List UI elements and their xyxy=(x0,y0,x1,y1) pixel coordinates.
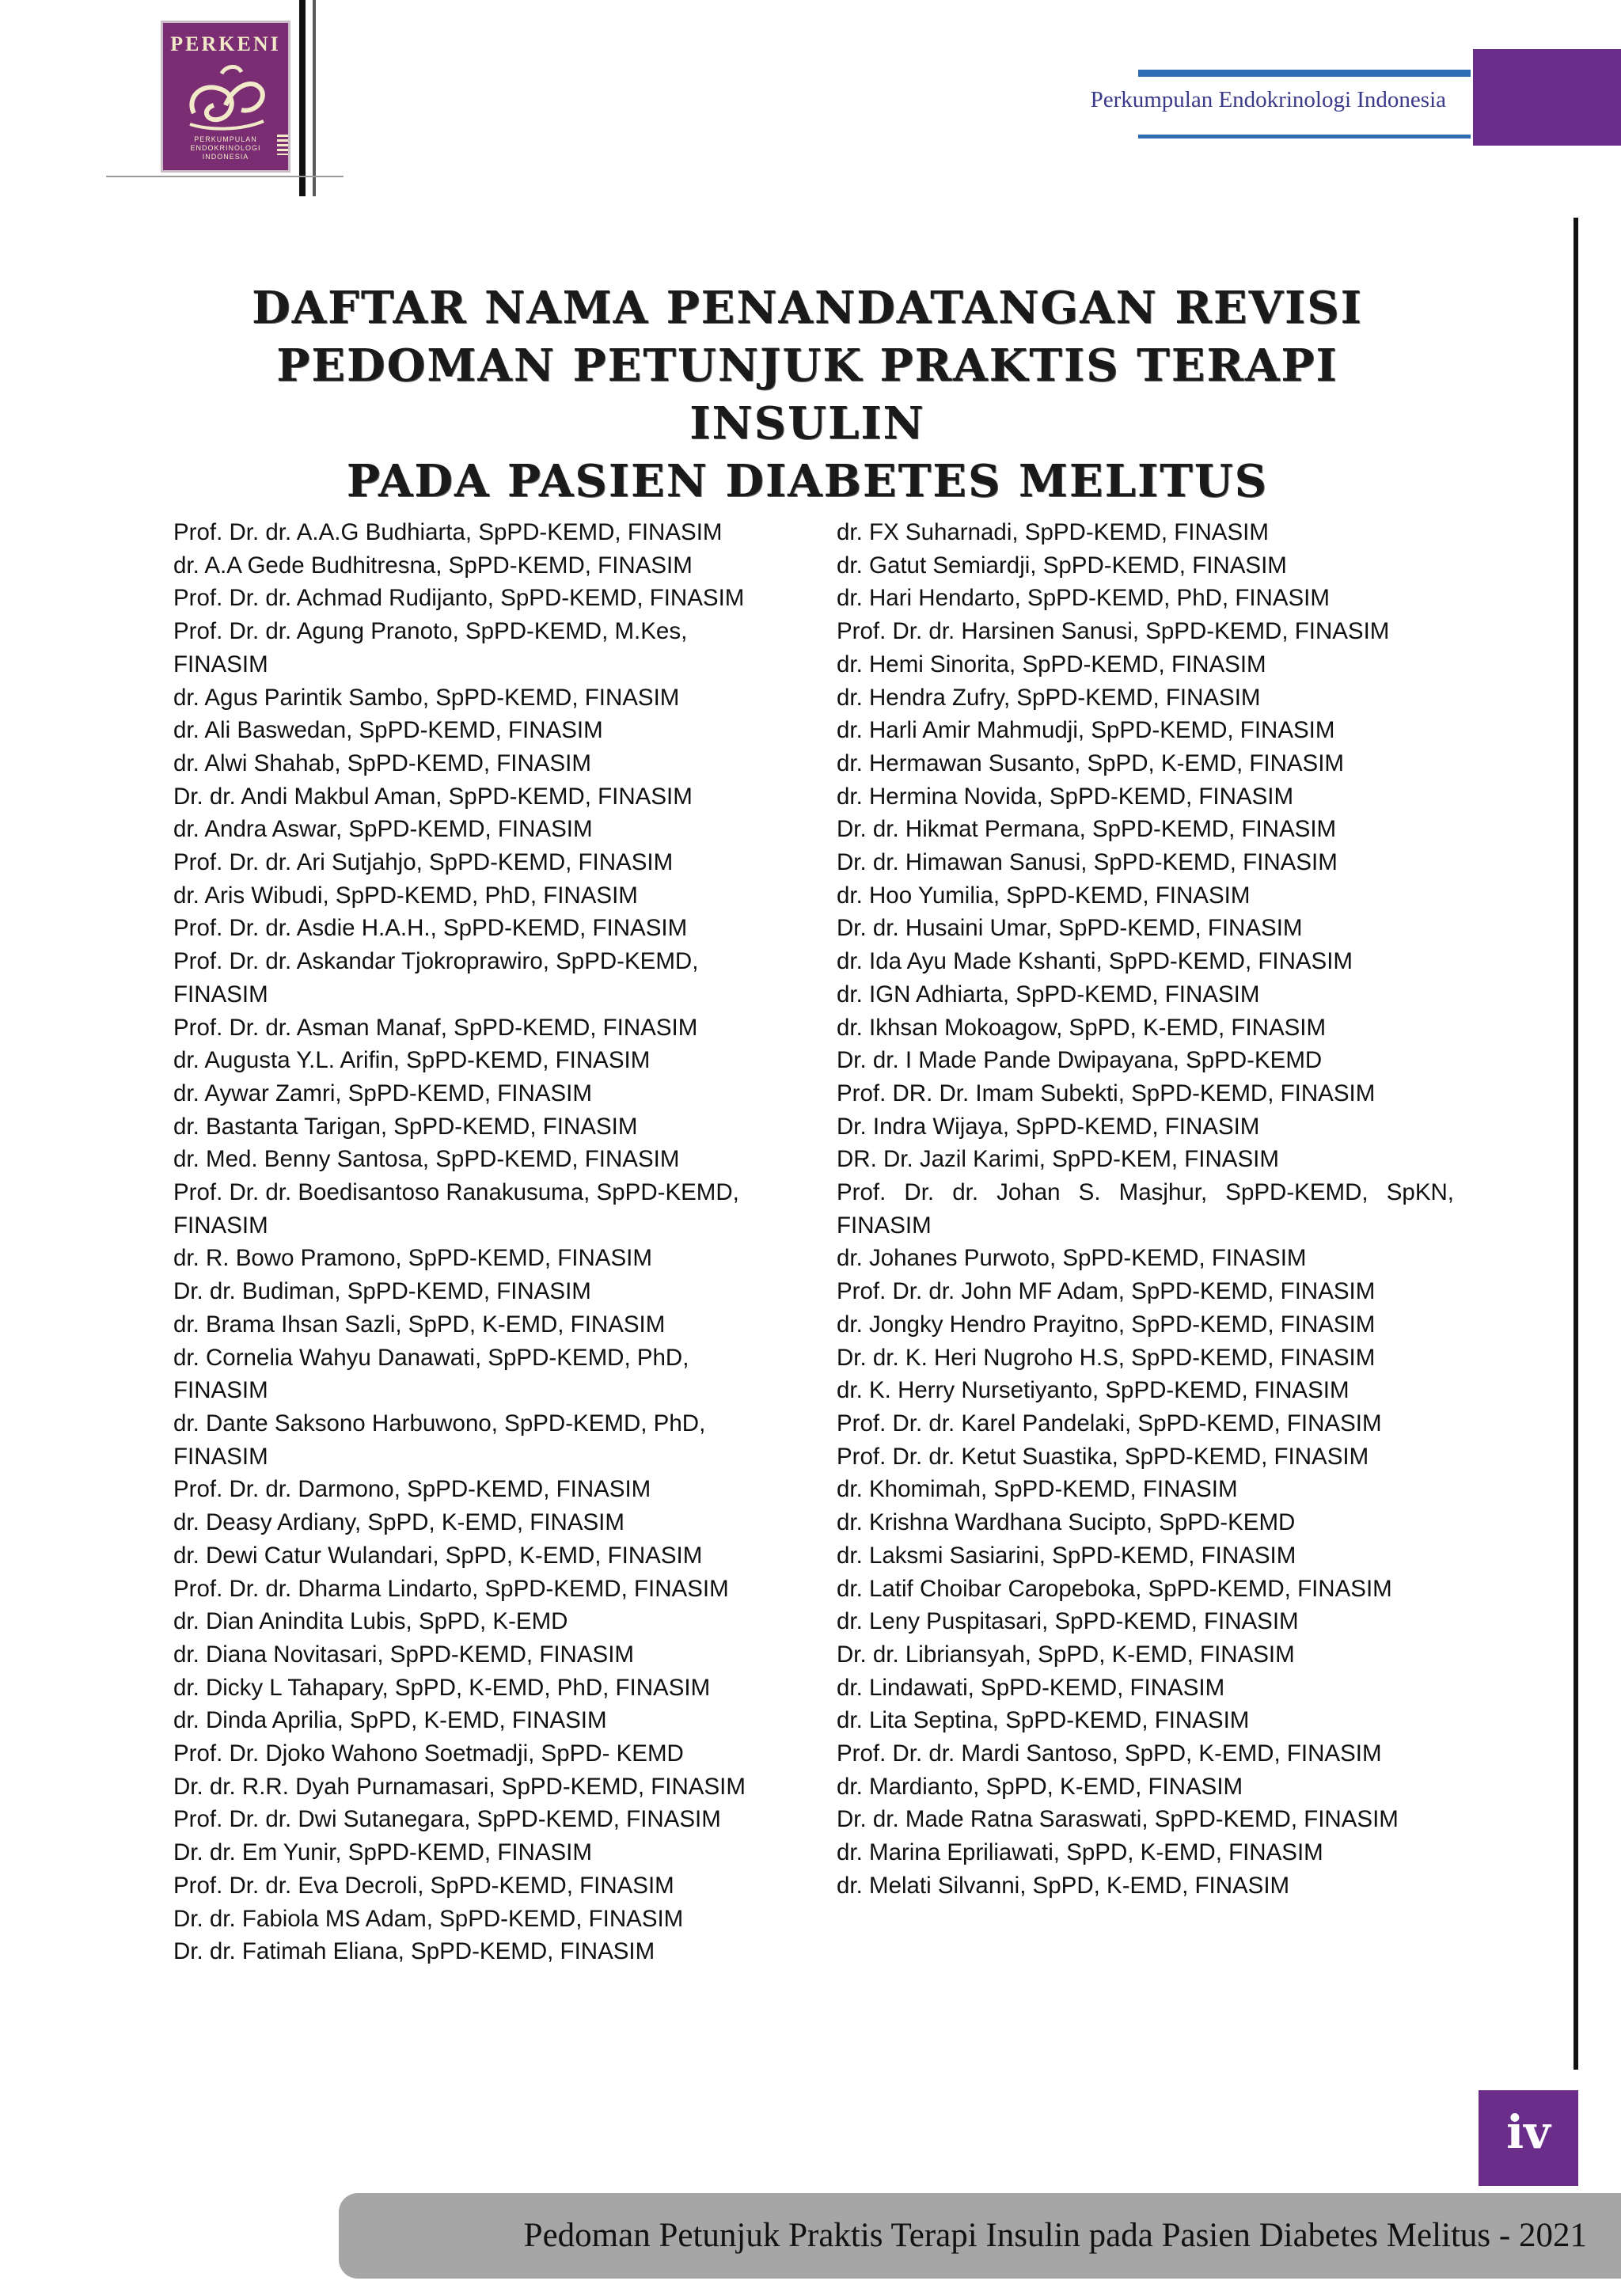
list-item: Dr. dr. R.R. Dyah Purnamasari, SpPD-KEMD, FINASIM xyxy=(173,1773,746,1800)
list-item: dr. Bastanta Tarigan, SpPD-KEMD, FINASIM xyxy=(173,1113,638,1140)
list-item: Prof. Dr. dr. A.A.G Budhiarta, SpPD-KEMD, FINASIM xyxy=(173,519,723,545)
list-item: dr. Khomimah, SpPD-KEMD, FINASIM xyxy=(837,1476,1238,1503)
page-number: iv xyxy=(1506,2105,1551,2159)
list-item: dr. Leny Puspitasari, SpPD-KEMD, FINASIM xyxy=(837,1608,1299,1635)
logo-name: PERKENI xyxy=(170,32,281,55)
logo-stripes-decoration xyxy=(277,135,288,155)
page-right-border xyxy=(1574,218,1578,2070)
title-line: PEDOMAN PETUNJUK PRAKTIS TERAPI INSULIN xyxy=(276,340,1338,450)
list-item: dr. A.A Gede Budhitresna, SpPD-KEMD, FINASIM xyxy=(173,552,693,579)
list-item: dr. Mardianto, SpPD, K-EMD, FINASIM xyxy=(837,1773,1243,1800)
list-item: dr. Hermina Novida, SpPD-KEMD, FINASIM xyxy=(837,783,1294,810)
list-item: dr. Deasy Ardiany, SpPD, K-EMD, FINASIM xyxy=(173,1509,624,1536)
list-item: dr. Melati Silvanni, SpPD, K-EMD, FINASIM xyxy=(837,1872,1290,1899)
list-item: Prof. Dr. dr. Eva Decroli, SpPD-KEMD, FINASIM xyxy=(173,1872,674,1899)
header-rule xyxy=(106,176,344,177)
list-item: dr. Ikhsan Mokoagow, SpPD, K-EMD, FINASIM xyxy=(837,1014,1327,1041)
list-item: dr. Krishna Wardhana Sucipto, SpPD-KEMD xyxy=(837,1509,1296,1536)
list-item: Prof. Dr. dr. Johan S. Masjhur, SpPD-KEMD, SpKN, FINASIM xyxy=(837,1179,1454,1239)
perkeni-logo xyxy=(161,21,290,173)
list-item: dr. Lita Septina, SpPD-KEMD, FINASIM xyxy=(837,1707,1250,1734)
list-item: dr. Hari Hendarto, SpPD-KEMD, PhD, FINASIM xyxy=(837,585,1330,612)
list-item: dr. Aris Wibudi, SpPD-KEMD, PhD, FINASIM xyxy=(173,882,638,909)
logo-emblem-icon xyxy=(178,58,273,134)
list-item: dr. Hendra Zufry, SpPD-KEMD, FINASIM xyxy=(837,684,1261,711)
list-item: dr. Laksmi Sasiarini, SpPD-KEMD, FINASIM xyxy=(837,1542,1296,1569)
list-item: Prof. Dr. dr. Boedisantoso Ranakusuma, SpPD-KEMD, FINASIM xyxy=(173,1179,739,1239)
list-item: Dr. dr. Fabiola MS Adam, SpPD-KEMD, FINASIM xyxy=(173,1905,684,1932)
header-vertical-bar xyxy=(299,0,306,196)
signatory-list-right xyxy=(837,516,1462,1903)
list-item: Dr. dr. K. Heri Nugroho H.S, SpPD-KEMD, FINASIM xyxy=(837,1344,1376,1371)
list-item: Dr. dr. Made Ratna Saraswati, SpPD-KEMD, FINASIM xyxy=(837,1806,1399,1833)
list-item: dr. FX Suharnadi, SpPD-KEMD, FINASIM xyxy=(837,519,1269,545)
list-item: dr. Jongky Hendro Prayitno, SpPD-KEMD, FINASIM xyxy=(837,1311,1376,1338)
list-item: dr. Dian Anindita Lubis, SpPD, K-EMD xyxy=(173,1608,568,1635)
logo-subtitle-line: PERKUMPULAN xyxy=(194,135,257,143)
title-line: DAFTAR NAMA PENANDATANGAN REVISI xyxy=(252,282,1363,334)
list-item: Prof. Dr. Djoko Wahono Soetmadji, SpPD- KEMD xyxy=(173,1740,684,1767)
list-item: Prof. Dr. dr. Achmad Rudijanto, SpPD-KEMD, FINASIM xyxy=(173,585,745,612)
page-title xyxy=(158,279,1456,510)
list-item: Prof. Dr. dr. Ketut Suastika, SpPD-KEMD, FINASIM xyxy=(837,1443,1369,1470)
list-item: Prof. Dr. dr. Agung Pranoto, SpPD-KEMD, M.Kes, FINASIM xyxy=(173,618,688,677)
list-item: dr. Harli Amir Mahmudji, SpPD-KEMD, FINASIM xyxy=(837,717,1335,744)
header-blue-bar-bottom xyxy=(1138,135,1471,139)
list-item: Prof. Dr. dr. Dwi Sutanegara, SpPD-KEMD, FINASIM xyxy=(173,1806,721,1833)
list-item: dr. Lindawati, SpPD-KEMD, FINASIM xyxy=(837,1674,1225,1701)
list-item: dr. IGN Adhiarta, SpPD-KEMD, FINASIM xyxy=(837,981,1260,1008)
list-item: Prof. Dr. dr. Darmono, SpPD-KEMD, FINASIM xyxy=(173,1476,651,1503)
header-vertical-bar-thin xyxy=(313,0,316,196)
list-item: dr. Johanes Purwoto, SpPD-KEMD, FINASIM xyxy=(837,1245,1307,1272)
header-blue-bar xyxy=(1138,70,1471,77)
list-item: dr. Diana Novitasari, SpPD-KEMD, FINASIM xyxy=(173,1641,634,1668)
list-item: dr. Aywar Zamri, SpPD-KEMD, FINASIM xyxy=(173,1080,592,1106)
list-item: dr. Gatut Semiardji, SpPD-KEMD, FINASIM xyxy=(837,552,1287,579)
list-item: Prof. Dr. dr. Harsinen Sanusi, SpPD-KEMD, FINASIM xyxy=(837,618,1390,645)
list-item: dr. Marina Epriliawati, SpPD, K-EMD, FINASIM xyxy=(837,1839,1323,1866)
logo-subtitle-line: INDONESIA xyxy=(202,153,249,161)
footer-title: Pedoman Petunjuk Praktis Terapi Insulin pada Pasien Diabetes Melitus - 2021 xyxy=(523,2217,1587,2254)
list-item: dr. Hemi Sinorita, SpPD-KEMD, FINASIM xyxy=(837,651,1266,677)
list-item: Prof. Dr. dr. Asman Manaf, SpPD-KEMD, FINASIM xyxy=(173,1014,698,1041)
list-item: dr. Dante Saksono Harbuwono, SpPD-KEMD, PhD, FINASIM xyxy=(173,1410,706,1470)
list-item: dr. Latif Choibar Caropeboka, SpPD-KEMD, FINASIM xyxy=(837,1575,1392,1602)
list-item: Prof. Dr. dr. Ari Sutjahjo, SpPD-KEMD, FINASIM xyxy=(173,849,674,876)
list-item: Dr. dr. Himawan Sanusi, SpPD-KEMD, FINASIM xyxy=(837,849,1338,876)
list-item: Prof. DR. Dr. Imam Subekti, SpPD-KEMD, FINASIM xyxy=(837,1080,1376,1106)
list-item: dr. Augusta Y.L. Arifin, SpPD-KEMD, FINASIM xyxy=(173,1047,651,1074)
list-item: Prof. Dr. dr. John MF Adam, SpPD-KEMD, FINASIM xyxy=(837,1278,1376,1305)
list-item: dr. R. Bowo Pramono, SpPD-KEMD, FINASIM xyxy=(173,1245,652,1272)
list-item: Dr. dr. Budiman, SpPD-KEMD, FINASIM xyxy=(173,1278,591,1305)
title-line: PADA PASIEN DIABETES MELITUS xyxy=(346,455,1269,507)
list-item: Prof. Dr. dr. Askandar Tjokroprawiro, SpPD-KEMD, FINASIM xyxy=(173,948,699,1008)
list-item: dr. Med. Benny Santosa, SpPD-KEMD, FINASIM xyxy=(173,1146,680,1173)
list-item: Dr. dr. Hikmat Permana, SpPD-KEMD, FINASIM xyxy=(837,816,1337,843)
list-item: Dr. dr. Husaini Umar, SpPD-KEMD, FINASIM xyxy=(837,915,1303,942)
list-item: Dr. dr. Libriansyah, SpPD, K-EMD, FINASIM xyxy=(837,1641,1295,1668)
list-item: dr. Ali Baswedan, SpPD-KEMD, FINASIM xyxy=(173,717,603,744)
logo-subtitle xyxy=(163,135,288,161)
list-item: dr. K. Herry Nursetiyanto, SpPD-KEMD, FINASIM xyxy=(837,1377,1350,1404)
organization-name: Perkumpulan Endokrinologi Indonesia xyxy=(1090,87,1446,112)
list-item: Prof. Dr. dr. Asdie H.A.H., SpPD-KEMD, FINASIM xyxy=(173,915,688,942)
header-purple-block xyxy=(1473,49,1621,146)
list-item: Dr. dr. Andi Makbul Aman, SpPD-KEMD, FINASIM xyxy=(173,783,693,810)
list-item: Prof. Dr. dr. Dharma Lindarto, SpPD-KEMD, FINASIM xyxy=(173,1575,729,1602)
list-item: Dr. Indra Wijaya, SpPD-KEMD, FINASIM xyxy=(837,1113,1260,1140)
list-item: DR. Dr. Jazil Karimi, SpPD-KEM, FINASIM xyxy=(837,1146,1279,1173)
list-item: dr. Ida Ayu Made Kshanti, SpPD-KEMD, FINASIM xyxy=(837,948,1353,975)
list-item: dr. Andra Aswar, SpPD-KEMD, FINASIM xyxy=(173,816,593,843)
list-item: dr. Hermawan Susanto, SpPD, K-EMD, FINASIM xyxy=(837,750,1345,776)
list-item: dr. Agus Parintik Sambo, SpPD-KEMD, FINASIM xyxy=(173,684,680,711)
list-item: Prof. Dr. dr. Mardi Santoso, SpPD, K-EMD, FINASIM xyxy=(837,1740,1382,1767)
list-item: dr. Dicky L Tahapary, SpPD, K-EMD, PhD, FINASIM xyxy=(173,1674,711,1701)
list-item: Dr. dr. Fatimah Eliana, SpPD-KEMD, FINASIM xyxy=(173,1938,655,1965)
list-item: dr. Hoo Yumilia, SpPD-KEMD, FINASIM xyxy=(837,882,1251,909)
list-item: Dr. dr. I Made Pande Dwipayana, SpPD-KEMD xyxy=(837,1047,1323,1074)
list-item: Prof. Dr. dr. Karel Pandelaki, SpPD-KEMD, FINASIM xyxy=(837,1410,1382,1436)
signatory-list-left xyxy=(173,516,783,1968)
list-item: dr. Alwi Shahab, SpPD-KEMD, FINASIM xyxy=(173,750,591,776)
list-item: dr. Cornelia Wahyu Danawati, SpPD-KEMD, PhD, FINASIM xyxy=(173,1344,689,1404)
list-item: dr. Dewi Catur Wulandari, SpPD, K-EMD, FINASIM xyxy=(173,1542,703,1569)
list-item: Dr. dr. Em Yunir, SpPD-KEMD, FINASIM xyxy=(173,1839,592,1866)
list-item: dr. Dinda Aprilia, SpPD, K-EMD, FINASIM xyxy=(173,1707,607,1734)
list-item: dr. Brama Ihsan Sazli, SpPD, K-EMD, FINASIM xyxy=(173,1311,666,1338)
logo-subtitle-line: ENDOKRINOLOGI xyxy=(190,144,261,152)
